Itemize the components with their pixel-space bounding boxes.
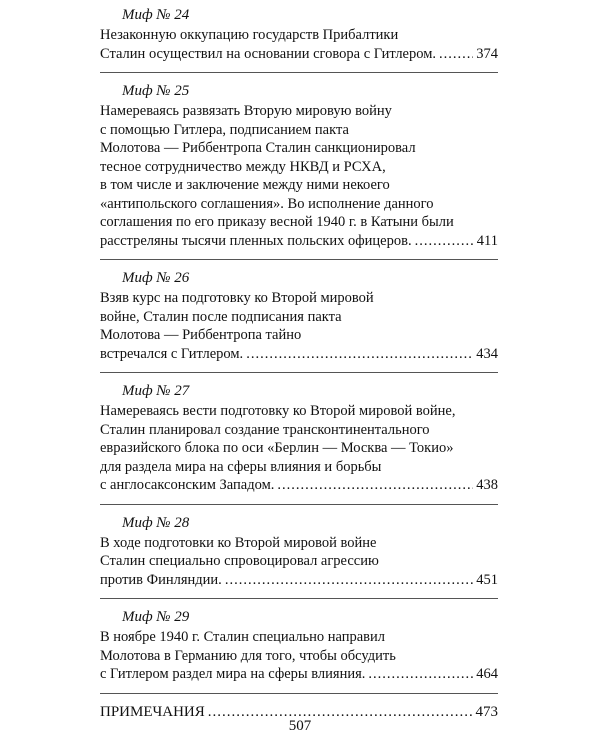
separator-line <box>100 693 498 694</box>
page-ref: 464 <box>476 666 498 682</box>
myth-title: Миф № 28 <box>122 514 190 531</box>
dot-leader <box>277 476 473 495</box>
entry-line: войне, Сталин после подписания пакта <box>100 308 342 325</box>
separator-line <box>100 259 498 260</box>
entry-line: Молотова — Риббентропа тайно <box>100 327 302 343</box>
page-ref: 473 <box>475 703 498 720</box>
entry-line: Сталин осуществил на основании сговора с Гитлером. <box>100 45 437 62</box>
toc-entry-myth-28 <box>100 514 498 590</box>
myth-title: Миф № 24 <box>122 7 190 23</box>
table-of-contents <box>100 6 498 721</box>
dot-leader <box>439 45 473 64</box>
entry-line: Намереваясь вести подготовку ко Второй мировой войне, <box>100 403 456 419</box>
myth-title: Миф № 27 <box>122 383 190 399</box>
dot-leader <box>368 665 473 684</box>
dot-leader <box>225 571 473 590</box>
entry-line: Взяв курс на подготовку ко Второй мировой <box>100 290 374 306</box>
entry-line: с англосаксонским Западом. <box>100 477 275 493</box>
myth-title: Миф № 25 <box>122 83 190 99</box>
entry-line: Сталин планировал создание трансконтинентального <box>100 421 430 438</box>
page-number: 507 <box>288 718 312 734</box>
entry-line: против Финляндии. <box>100 571 222 588</box>
myth-title: Миф № 29 <box>122 609 190 625</box>
entry-last-line <box>100 476 498 495</box>
entry-last-line <box>100 345 498 364</box>
toc-entry-myth-25 <box>100 82 498 250</box>
dot-leader <box>246 345 473 364</box>
page-ref: 434 <box>476 345 498 362</box>
entry-line: «антипольского соглашения». Во исполнение данного <box>100 195 434 212</box>
entry-last-line <box>100 232 498 251</box>
entry-line: Незаконную оккупацию государств Прибалтики <box>100 27 399 43</box>
entry-line: расстреляны тысячи пленных польских офицеров. <box>100 232 412 249</box>
entry-line: В ходе подготовки ко Второй мировой войне <box>100 534 377 551</box>
toc-entry-myth-24 <box>100 6 498 63</box>
entry-line: Молотова — Риббентропа Сталин санкционировал <box>100 140 416 156</box>
entry-line: В ноябре 1940 г. Сталин специально направил <box>100 629 386 645</box>
entry-line: Молотова в Германию для того, чтобы обсудить <box>100 647 396 664</box>
entry-last-line <box>100 45 498 64</box>
page-ref: 374 <box>476 45 498 62</box>
separator-line <box>100 504 498 505</box>
entry-last-line <box>100 665 498 684</box>
dot-leader <box>415 232 474 251</box>
entry-line: встречался с Гитлером. <box>100 345 244 362</box>
page-ref: 451 <box>476 571 498 588</box>
entry-line: для раздела мира на сферы влияния и борьбы <box>100 458 382 475</box>
entry-line: с Гитлером раздел мира на сферы влияния. <box>100 666 366 682</box>
toc-entry-myth-29 <box>100 608 498 684</box>
toc-entry-myth-26 <box>100 269 498 363</box>
entry-line: Сталин специально спровоцировал агрессию <box>100 553 379 569</box>
myth-title: Миф № 26 <box>122 270 190 286</box>
separator-line <box>100 72 498 73</box>
page-ref: 411 <box>476 232 498 249</box>
entry-line: в том числе и заключение между ними некоего <box>100 177 390 193</box>
entry-line: с помощью Гитлера, подписанием пакта <box>100 121 349 138</box>
separator-line <box>100 598 498 599</box>
entry-last-line <box>100 571 498 590</box>
entry-line: соглашения по его приказу весной 1940 г. в Катыни были <box>100 214 454 230</box>
entry-line: тесное сотрудничество между НКВД и РСХА, <box>100 158 386 175</box>
toc-entry-myth-27 <box>100 382 498 495</box>
separator-line <box>100 372 498 373</box>
entry-line: евразийского блока по оси «Берлин — Москва — Токио» <box>100 440 454 456</box>
page-ref: 438 <box>476 477 498 493</box>
notes-label: ПРИМЕЧАНИЯ <box>100 703 205 720</box>
entry-line: Намереваясь развязать Вторую мировую войну <box>100 103 392 119</box>
